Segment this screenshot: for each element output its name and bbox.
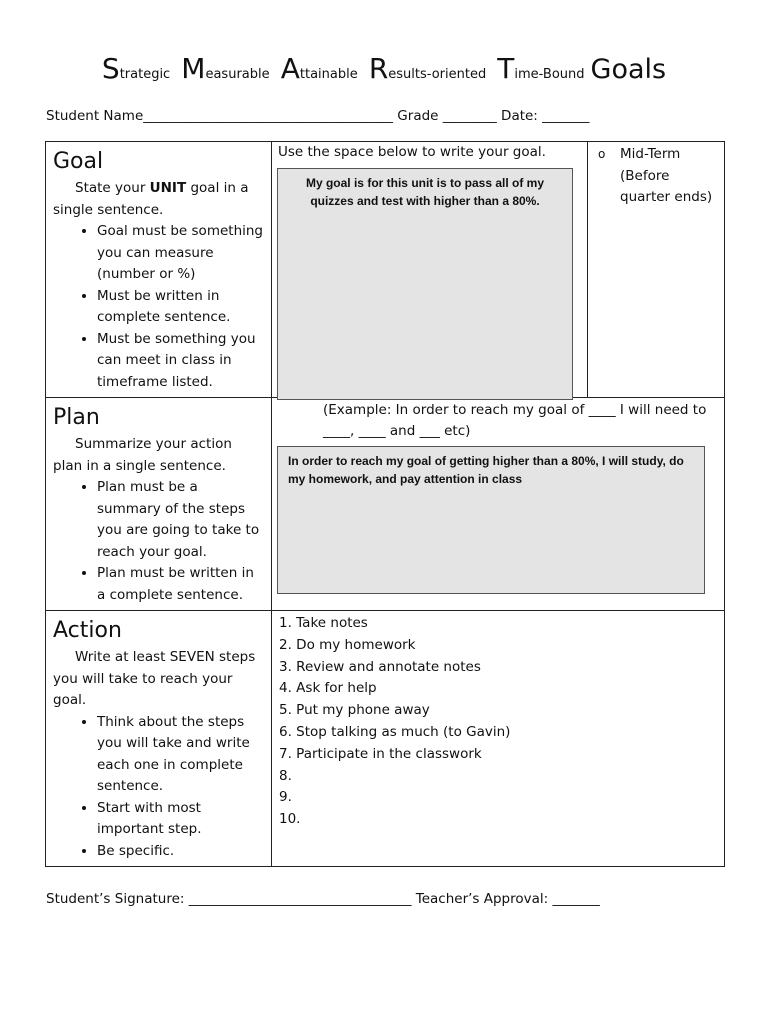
list-item: 9. [279,789,292,806]
goal-intro: State your UNIT goal in a single sentence. [53,180,249,218]
goal-instructions [46,142,272,398]
plan-row [46,398,725,611]
plan-answer-cell [272,398,725,611]
plan-hint: (Example: In order to reach my goal of ____ I will need to ____, ____ and ___ etc) [323,402,707,439]
plan-heading: Plan [53,405,100,430]
plan-bullets [53,477,265,606]
list-item: • Must be something you can meet in class in timeframe listed. [97,329,265,394]
list-item: 4. Ask for help [279,680,377,697]
plan-answer-box[interactable]: In order to reach my goal of getting higher than a 80%, I will study, do my homework, and pay attention in class [277,446,705,594]
action-intro: Write at least SEVEN steps you will take to reach your goal. [53,649,256,708]
list-item: 8. [279,767,292,784]
student-info-line[interactable]: Student Name_____________________________________ Grade ________ Date: _______ [46,108,590,124]
goal-answer-box[interactable]: My goal is for this unit is to pass all of my quizzes and test with higher than a 80%. [277,168,573,400]
goal-hint: Use the space below to write your goal. [278,144,546,160]
action-instructions [46,611,272,867]
plan-intro: Summarize your action plan in a single sentence. [53,436,232,474]
list-item: • Goal must be something you can measure (number or %) [97,221,265,286]
list-item: • Be specific. [97,841,265,863]
goal-answer-cell [272,142,588,398]
goal-row [46,142,725,398]
checkbox-circle-icon[interactable]: o [598,147,606,161]
action-heading: Action [53,618,122,643]
midterm-label: Mid-Term (Before quarter ends) [620,146,713,205]
goal-sheet-table [45,141,725,867]
midterm-cell [588,142,725,398]
list-item: 3. Review and annotate notes [279,658,481,675]
list-item: 10. [279,811,301,828]
page-title: Strategic Measurable Attainable Results-oriented Time-Bound Goals [101,52,667,85]
goal-bullets [53,221,265,393]
list-item: 5. Put my phone away [279,702,430,719]
list-item: 7. Participate in the classwork [279,745,482,762]
goal-heading: Goal [53,149,104,174]
action-bullets [53,712,265,863]
list-item: • Plan must be a summary of the steps you are going to take to reach your goal. [97,477,265,563]
list-item: • Start with most important step. [97,798,265,841]
list-item: 6. Stop talking as much (to Gavin) [279,723,511,740]
list-item: 1. Take notes [279,615,368,631]
signature-line[interactable]: Student’s Signature: _________________________________ Teacher’s Approval: _______ [46,891,600,907]
list-item: • Must be written in complete sentence. [97,286,265,329]
plan-instructions [46,398,272,611]
action-steps-list [272,611,724,831]
list-item: • Think about the steps you will take and write each one in complete sentence. [97,712,265,798]
action-row [46,611,725,867]
list-item: • Plan must be written in a complete sentence. [97,563,265,606]
action-steps-cell[interactable] [272,611,725,867]
list-item: 2. Do my homework [279,636,416,653]
